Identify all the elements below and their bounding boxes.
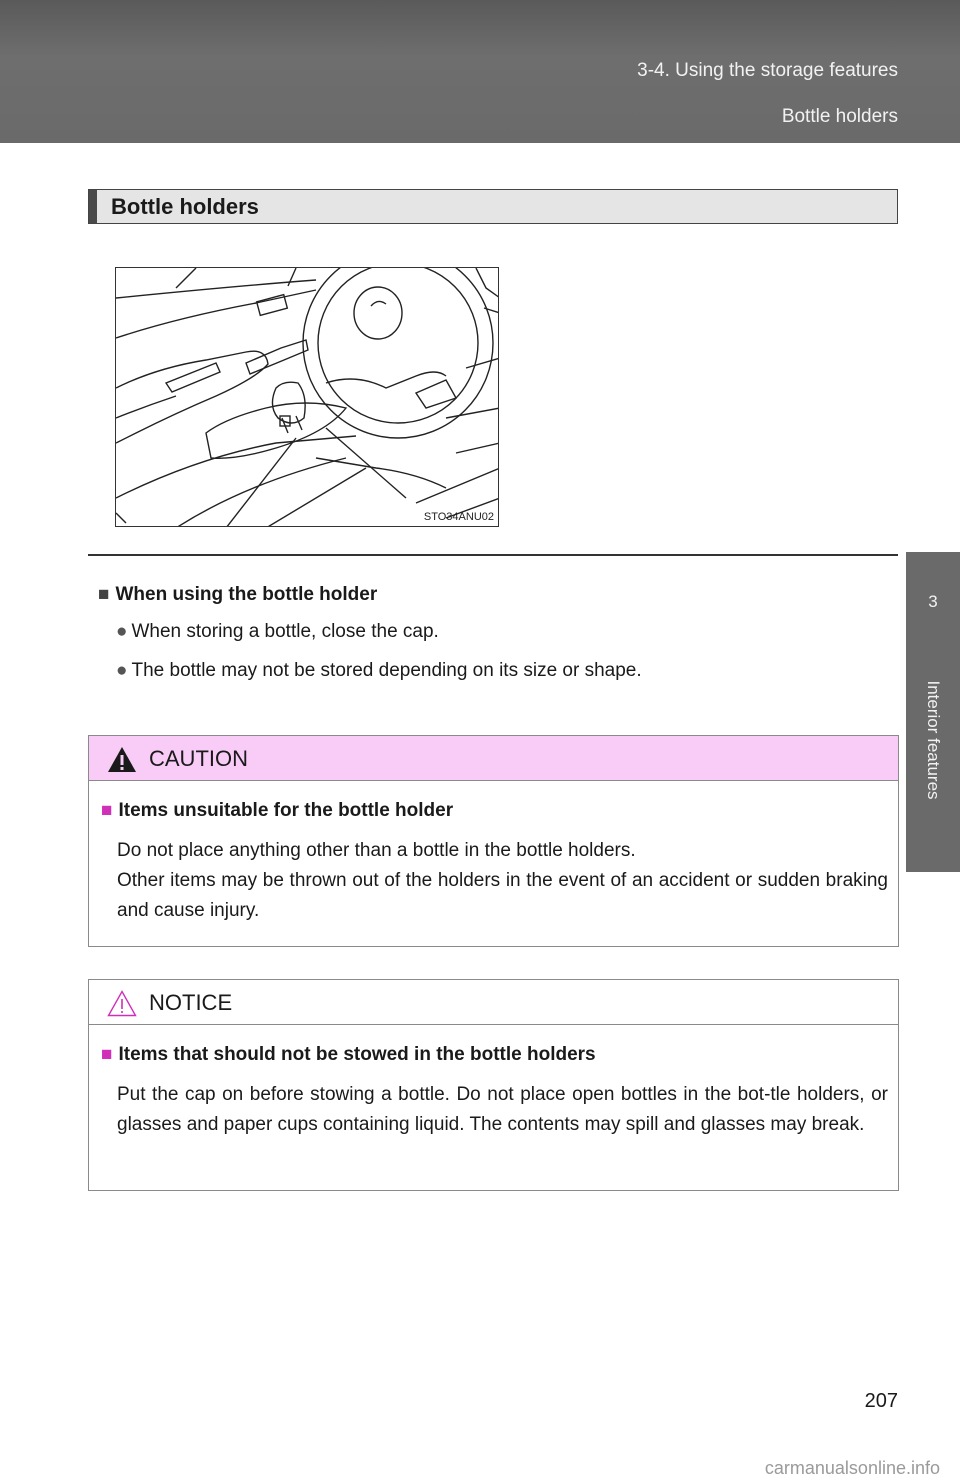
notice-label: NOTICE — [149, 990, 233, 1015]
list-item — [116, 660, 642, 682]
usage-heading — [98, 584, 377, 606]
section-title: 3-4. Using the storage features — [637, 60, 898, 81]
car-interior-drawing — [116, 268, 499, 527]
warning-triangle-icon — [107, 746, 137, 773]
figure-code: STO34ANU02 — [423, 511, 494, 523]
square-bullet-icon: ■ — [98, 584, 110, 605]
square-bullet-icon: ■ — [101, 800, 113, 821]
caution-text-1: Do not place anything other than a bottle in the bottle holders. — [117, 840, 636, 861]
round-bullet-icon: ● — [116, 621, 128, 642]
list-item-text: The bottle may not be stored depending on its size or shape. — [131, 660, 642, 681]
round-bullet-icon: ● — [116, 660, 128, 681]
list-item-text: When storing a bottle, close the cap. — [131, 621, 439, 642]
notice-triangle-icon — [107, 990, 137, 1017]
section-divider — [88, 554, 898, 556]
notice-box — [88, 979, 899, 1191]
section-heading-text: Bottle holders — [111, 194, 259, 219]
notice-header — [89, 980, 898, 1025]
square-bullet-icon: ■ — [101, 1044, 113, 1065]
notice-title — [101, 1044, 596, 1066]
chapter-label: Interior features — [924, 680, 943, 800]
chapter-number: 3 — [928, 592, 938, 611]
chapter-tab — [906, 552, 960, 872]
page-header — [0, 0, 960, 143]
usage-heading-text: When using the bottle holder — [115, 584, 378, 605]
caution-title-text: Items unsuitable for the bottle holder — [118, 800, 454, 821]
caution-text-2: Other items may be thrown out of the holders in the event of an accident or sudden braking and cause injury. — [117, 870, 888, 921]
section-heading — [88, 189, 898, 224]
notice-title-text: Items that should not be stowed in the bottle holders — [118, 1044, 596, 1065]
caution-title — [101, 800, 453, 822]
caution-header — [89, 736, 898, 781]
caution-label: CAUTION — [149, 746, 248, 771]
page-number: 207 — [864, 1390, 898, 1412]
subsection-title: Bottle holders — [781, 106, 898, 127]
notice-text: Put the cap on before stowing a bottle. Do not place open bottles in the bot-tle holders, or glasses and paper cups containing liquid. The contents may spill and glasses may break. — [117, 1084, 888, 1135]
bottle-holder-illustration — [115, 267, 499, 527]
list-item — [116, 621, 439, 643]
watermark: carmanualsonline.info — [764, 1458, 940, 1478]
caution-box — [88, 735, 899, 947]
